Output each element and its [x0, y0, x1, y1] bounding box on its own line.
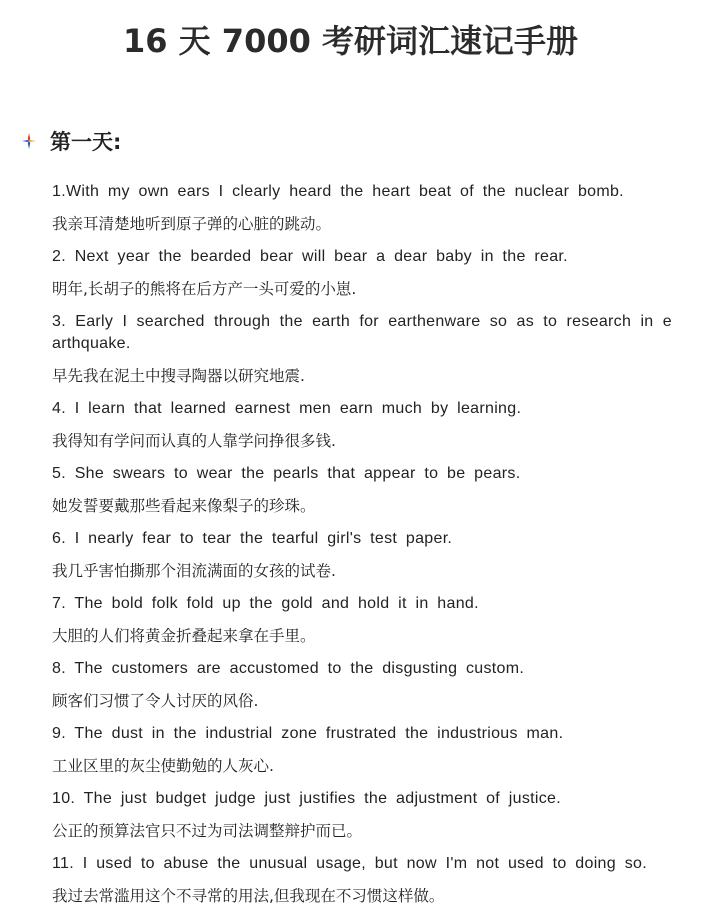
sentence-entry: [52, 658, 672, 712]
section-header: [22, 126, 121, 156]
sentence-entry: [52, 593, 672, 647]
chinese-translation: 公正的预算法官只不过为司法调整辩护而已。: [52, 822, 363, 840]
chinese-translation: 明年,长胡子的熊将在后方产一头可爱的小崽.: [52, 280, 357, 298]
english-sentence: 3. Early I searched through the earth for earthenware so as to research in earthquake.: [52, 313, 672, 352]
english-sentence: 6. I nearly fear to tear the tearful girl's test paper.: [52, 530, 453, 547]
sentence-list: [52, 181, 672, 918]
chinese-translation: 工业区里的灰尘使勤勉的人灰心.: [52, 757, 274, 775]
chinese-translation: 我亲耳清楚地听到原子弹的心脏的跳动。: [52, 215, 332, 233]
sentence-entry: [52, 528, 672, 582]
chinese-translation: 我得知有学问而认真的人靠学问挣很多钱.: [52, 432, 336, 450]
sentence-entry: [52, 463, 672, 517]
document-title: 16 天 7000 考研词汇速记手册: [122, 22, 579, 60]
chinese-translation: 大胆的人们将黄金折叠起来拿在手里。: [52, 627, 316, 645]
sentence-entry: [52, 853, 672, 907]
english-sentence: 5. She swears to wear the pearls that appear to be pears.: [52, 465, 521, 482]
sentence-entry: [52, 246, 672, 300]
sparkle-bullet-icon: [22, 133, 36, 149]
sentence-entry: [52, 788, 672, 842]
sentence-entry: [52, 311, 672, 387]
english-sentence: 4. I learn that learned earnest men earn much by learning.: [52, 400, 522, 417]
english-sentence: 7. The bold folk fold up the gold and hold it in hand.: [52, 595, 479, 612]
section-heading: 第一天:: [50, 130, 122, 154]
sentence-entry: [52, 723, 672, 777]
chinese-translation: 早先我在泥土中搜寻陶器以研究地震.: [52, 367, 305, 385]
chinese-translation: 她发誓要戴那些看起来像梨子的珍珠。: [52, 497, 316, 515]
english-sentence: 1.With my own ears I clearly heard the heart beat of the nuclear bomb.: [52, 183, 624, 200]
english-sentence: 10. The just budget judge just justifies the adjustment of justice.: [52, 790, 561, 807]
chinese-translation: 顾客们习惯了令人讨厌的风俗.: [52, 692, 259, 710]
chinese-translation: 我几乎害怕撕那个泪流满面的女孩的试卷.: [52, 562, 336, 580]
chinese-translation: 我过去常滥用这个不寻常的用法,但我现在不习惯这样做。: [52, 887, 445, 905]
english-sentence: 11. I used to abuse the unusual usage, but now I'm not used to doing so.: [52, 855, 647, 872]
english-sentence: 9. The dust in the industrial zone frustrated the industrious man.: [52, 725, 564, 742]
sentence-entry: [52, 181, 672, 235]
english-sentence: 2. Next year the bearded bear will bear a dear baby in the rear.: [52, 248, 568, 265]
sentence-entry: [52, 398, 672, 452]
english-sentence: 8. The customers are accustomed to the disgusting custom.: [52, 660, 525, 677]
